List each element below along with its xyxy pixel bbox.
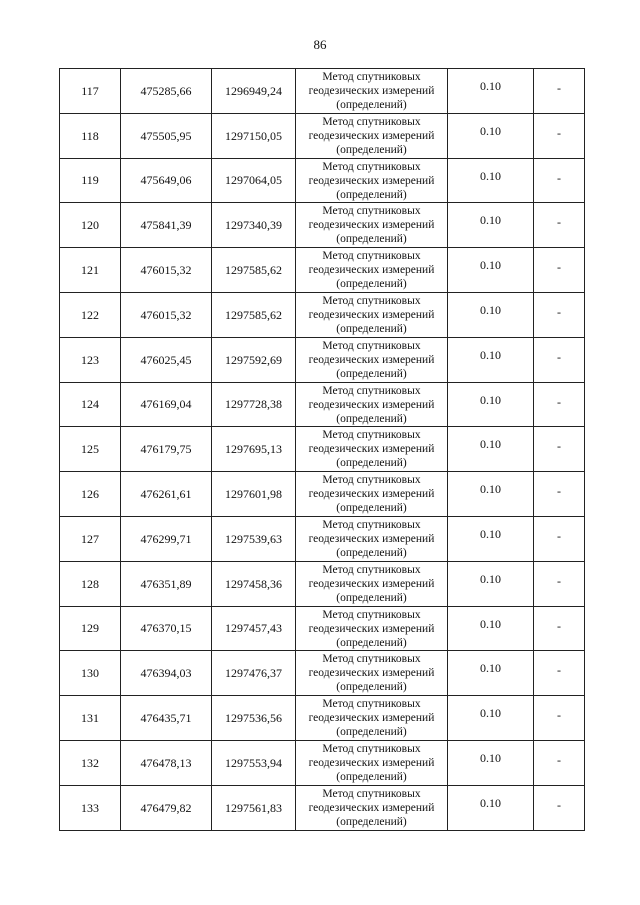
- point-number-cell: 121: [60, 248, 121, 293]
- coordinate-x-cell: 476015,32: [121, 292, 212, 337]
- method-cell: [296, 113, 448, 158]
- method-line: (определений): [336, 770, 407, 783]
- point-number-cell: 130: [60, 651, 121, 696]
- coordinate-y-cell: 1297728,38: [212, 382, 296, 427]
- point-number-cell: 125: [60, 427, 121, 472]
- method-line: (определений): [336, 502, 407, 515]
- table-row: [60, 516, 585, 561]
- page-number: 86: [313, 37, 327, 52]
- method-cell: [296, 606, 448, 651]
- method-cell: [296, 248, 448, 293]
- accuracy-cell: 0.10: [448, 292, 534, 337]
- note-cell: -: [534, 785, 585, 830]
- method-line: геодезических измерений: [308, 443, 435, 456]
- coordinate-y-cell: 1297601,98: [212, 472, 296, 517]
- accuracy-cell: 0.10: [448, 69, 534, 114]
- method-line: геодезических измерений: [308, 85, 435, 97]
- method-line: геодезических измерений: [308, 756, 435, 769]
- coordinate-y-cell: 1297150,05: [212, 113, 296, 158]
- accuracy-cell: 0.10: [448, 203, 534, 248]
- coordinate-y-cell: 1297340,39: [212, 203, 296, 248]
- method-line: (определений): [336, 591, 407, 604]
- point-number-cell: 133: [60, 785, 121, 830]
- method-cell: [296, 427, 448, 472]
- coordinate-x-cell: 476478,13: [121, 740, 212, 785]
- coordinate-y-cell: 1297553,94: [212, 740, 296, 785]
- method-line: (определений): [336, 636, 407, 649]
- method-line: геодезических измерений: [308, 667, 435, 680]
- method-line: (определений): [336, 99, 407, 111]
- accuracy-cell: 0.10: [448, 382, 534, 427]
- note-cell: -: [534, 606, 585, 651]
- note-cell: -: [534, 740, 585, 785]
- method-cell: [296, 382, 448, 427]
- method-line: Метод спутниковых: [322, 608, 421, 621]
- coordinate-x-cell: 475649,06: [121, 158, 212, 203]
- method-line: (определений): [336, 143, 407, 156]
- point-number-cell: 120: [60, 203, 121, 248]
- method-line: (определений): [336, 233, 407, 246]
- point-number-cell: 122: [60, 292, 121, 337]
- method-line: Метод спутниковых: [322, 429, 421, 442]
- accuracy-cell: 0.10: [448, 158, 534, 203]
- point-number-cell: 118: [60, 113, 121, 158]
- method-line: Метод спутниковых: [322, 71, 421, 83]
- method-line: геодезических измерений: [308, 577, 435, 590]
- accuracy-cell: 0.10: [448, 785, 534, 830]
- method-line: Метод спутниковых: [322, 698, 421, 711]
- point-number-cell: 119: [60, 158, 121, 203]
- method-cell: [296, 651, 448, 696]
- accuracy-cell: 0.10: [448, 113, 534, 158]
- point-number-cell: 117: [60, 69, 121, 114]
- note-cell: -: [534, 561, 585, 606]
- table-row: [60, 382, 585, 427]
- method-line: (определений): [336, 367, 407, 380]
- coordinate-y-cell: 1297585,62: [212, 248, 296, 293]
- coordinate-y-cell: 1297561,83: [212, 785, 296, 830]
- method-line: Метод спутниковых: [322, 339, 421, 352]
- method-cell: [296, 69, 448, 114]
- coordinate-x-cell: 476299,71: [121, 516, 212, 561]
- coordinate-x-cell: 476169,04: [121, 382, 212, 427]
- table-row: [60, 292, 585, 337]
- note-cell: -: [534, 516, 585, 561]
- note-cell: -: [534, 158, 585, 203]
- method-line: Метод спутниковых: [322, 474, 421, 487]
- note-cell: -: [534, 651, 585, 696]
- point-number-cell: 129: [60, 606, 121, 651]
- coordinate-x-cell: 476179,75: [121, 427, 212, 472]
- method-line: геодезических измерений: [308, 174, 435, 187]
- note-cell: -: [534, 427, 585, 472]
- note-cell: -: [534, 337, 585, 382]
- table-row: [60, 472, 585, 517]
- coordinate-y-cell: 1297476,37: [212, 651, 296, 696]
- table-row: [60, 158, 585, 203]
- table-row: [60, 651, 585, 696]
- accuracy-cell: 0.10: [448, 516, 534, 561]
- method-line: геодезических измерений: [308, 622, 435, 635]
- method-line: геодезических измерений: [308, 488, 435, 501]
- table-row: [60, 113, 585, 158]
- table-row: [60, 427, 585, 472]
- method-line: Метод спутниковых: [322, 205, 421, 218]
- table-row: [60, 203, 585, 248]
- coordinate-y-cell: 1297536,56: [212, 696, 296, 741]
- method-line: геодезических измерений: [308, 712, 435, 725]
- coordinate-y-cell: 1297592,69: [212, 337, 296, 382]
- point-number-cell: 128: [60, 561, 121, 606]
- method-line: Метод спутниковых: [322, 518, 421, 531]
- table-row: [60, 561, 585, 606]
- note-cell: -: [534, 203, 585, 248]
- coordinate-x-cell: 476351,89: [121, 561, 212, 606]
- coordinate-x-cell: 476025,45: [121, 337, 212, 382]
- coordinate-y-cell: 1296949,24: [212, 69, 296, 114]
- accuracy-cell: 0.10: [448, 472, 534, 517]
- method-line: (определений): [336, 457, 407, 470]
- coordinate-y-cell: 1297458,36: [212, 561, 296, 606]
- method-line: (определений): [336, 188, 407, 201]
- note-cell: -: [534, 696, 585, 741]
- method-line: геодезических измерений: [308, 308, 435, 321]
- table-row: [60, 69, 585, 114]
- accuracy-cell: 0.10: [448, 561, 534, 606]
- coordinate-x-cell: 476394,03: [121, 651, 212, 696]
- method-cell: [296, 472, 448, 517]
- accuracy-cell: 0.10: [448, 740, 534, 785]
- point-number-cell: 123: [60, 337, 121, 382]
- method-line: (определений): [336, 815, 407, 828]
- method-cell: [296, 337, 448, 382]
- method-cell: [296, 696, 448, 741]
- method-cell: [296, 292, 448, 337]
- method-line: Метод спутниковых: [322, 384, 421, 397]
- coordinate-y-cell: 1297585,62: [212, 292, 296, 337]
- point-number-cell: 124: [60, 382, 121, 427]
- method-line: Метод спутниковых: [322, 115, 421, 128]
- table-row: [60, 740, 585, 785]
- method-line: геодезических измерений: [308, 532, 435, 545]
- method-line: геодезических измерений: [308, 129, 435, 142]
- table-row: [60, 696, 585, 741]
- coordinate-y-cell: 1297539,63: [212, 516, 296, 561]
- method-line: Метод спутниковых: [322, 250, 421, 263]
- method-cell: [296, 785, 448, 830]
- coordinate-y-cell: 1297457,43: [212, 606, 296, 651]
- accuracy-cell: 0.10: [448, 427, 534, 472]
- table-row: [60, 606, 585, 651]
- coordinate-x-cell: 475285,66: [121, 69, 212, 114]
- method-line: (определений): [336, 681, 407, 694]
- coordinate-x-cell: 476370,15: [121, 606, 212, 651]
- note-cell: -: [534, 292, 585, 337]
- method-line: Метод спутниковых: [322, 294, 421, 307]
- note-cell: -: [534, 113, 585, 158]
- coordinate-y-cell: 1297695,13: [212, 427, 296, 472]
- note-cell: -: [534, 69, 585, 114]
- point-number-cell: 126: [60, 472, 121, 517]
- coordinate-x-cell: 476015,32: [121, 248, 212, 293]
- method-line: Метод спутниковых: [322, 742, 421, 755]
- method-cell: [296, 516, 448, 561]
- coordinate-x-cell: 476435,71: [121, 696, 212, 741]
- method-cell: [296, 203, 448, 248]
- method-line: Метод спутниковых: [322, 787, 421, 800]
- method-line: Метод спутниковых: [322, 653, 421, 666]
- coordinate-x-cell: 475841,39: [121, 203, 212, 248]
- method-line: Метод спутниковых: [322, 563, 421, 576]
- method-line: (определений): [336, 412, 407, 425]
- point-number-cell: 132: [60, 740, 121, 785]
- method-line: геодезических измерений: [308, 801, 435, 814]
- method-line: геодезических измерений: [308, 398, 435, 411]
- accuracy-cell: 0.10: [448, 696, 534, 741]
- accuracy-cell: 0.10: [448, 248, 534, 293]
- table-row: [60, 785, 585, 830]
- coordinate-x-cell: 475505,95: [121, 113, 212, 158]
- method-cell: [296, 158, 448, 203]
- coordinates-table: [59, 68, 585, 831]
- method-line: геодезических измерений: [308, 353, 435, 366]
- table-row: [60, 337, 585, 382]
- method-line: геодезических измерений: [308, 219, 435, 232]
- point-number-cell: 131: [60, 696, 121, 741]
- note-cell: -: [534, 472, 585, 517]
- method-line: геодезических измерений: [308, 264, 435, 277]
- point-number-cell: 127: [60, 516, 121, 561]
- accuracy-cell: 0.10: [448, 651, 534, 696]
- note-cell: -: [534, 248, 585, 293]
- method-cell: [296, 740, 448, 785]
- note-cell: -: [534, 382, 585, 427]
- method-line: (определений): [336, 546, 407, 559]
- method-line: Метод спутниковых: [322, 160, 421, 173]
- accuracy-cell: 0.10: [448, 337, 534, 382]
- method-line: (определений): [336, 726, 407, 739]
- coordinate-x-cell: 476479,82: [121, 785, 212, 830]
- coordinates-table-body: [60, 69, 585, 831]
- accuracy-cell: 0.10: [448, 606, 534, 651]
- coordinate-y-cell: 1297064,05: [212, 158, 296, 203]
- table-row: [60, 248, 585, 293]
- method-line: (определений): [336, 278, 407, 291]
- method-cell: [296, 561, 448, 606]
- method-line: (определений): [336, 322, 407, 335]
- coordinate-x-cell: 476261,61: [121, 472, 212, 517]
